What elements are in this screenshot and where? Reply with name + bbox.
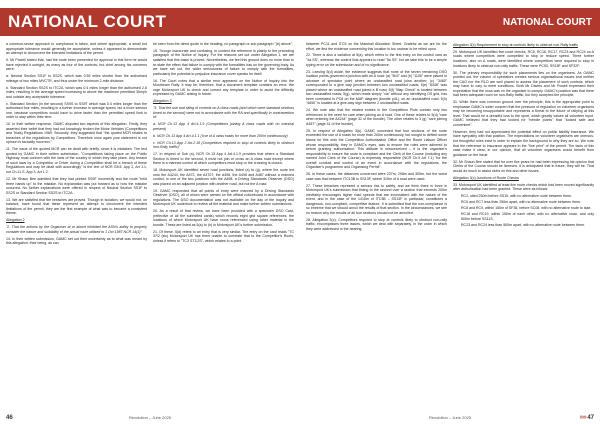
page-number: 46 — [6, 415, 13, 421]
continue-arrows-icon: ››››› — [579, 414, 586, 421]
allegation-item: a. NCR Ch.13 App 4 Art.4.1.9 (Competitions joining A class roads with no marshal present) — [153, 122, 294, 131]
paragraph: 13. We are satisfied that the breaches are proved. Though in isolation, we would not, on balance, have found that these represent an attempt to circumvent the intended limitations of the permit, they are the first example of what was to become a consistent theme. — [6, 197, 147, 216]
section-heading: Allegation 3 — [153, 99, 172, 104]
paragraph: 20. As a result of that review, we have been provided with a specimen DSO Card, (reflective of all the submitted cards) which records eight grid square references, the locations of which Motorsport UK have cross referenced using other material in the bundle. These are listed as 5(a) to (h) in Motorsport UK's further submission. — [153, 209, 294, 227]
list-item: • RC6 and RC7 less than 250m apart, with no alternative route between them. — [461, 200, 594, 205]
text-column — [306, 42, 447, 402]
footer-caption: Revolution – June 2025 — [428, 415, 472, 420]
allegation-item: c. NCR Ch.13 App 2 Art.2.18 (Competitors required to stop at controls likely to obstruct non-Rally traffic)" — [153, 140, 294, 150]
route-check-list — [453, 194, 594, 228]
allegation-item: b. NCR Ch.13 App 4 Art.4.1.1 (Use of A class roads for more than 200m continuously) — [153, 133, 288, 138]
paragraph: 17. In respect of Sub (a), NCR Ch.13 App 4 Art.4.1.9 provides that where a Standard Section is timed to the second, it must not join or cross an A class road except where there is a manned control at which competitors must stop or the crossing is closed. — [153, 152, 294, 166]
right-page — [300, 0, 600, 424]
text-column — [153, 42, 294, 402]
paragraph: between PC11 and ITC5 on the Marshall Allocation Sheet. Grateful as we are for the effort, we find the evidence concerning this location is too unclear to be relied upon. — [306, 42, 447, 51]
paragraph: 18. Motorsport UK identified seven road junctions, listed (a) to (g), where the route led onto the A4244, the A472, the A4707, the A496, the A498 and A487 without a manned control; in one of the two junctions with the A498, a Driving Standards Observer (DSO) was placed on an adjacent junction with another road, but not the A road. — [153, 168, 294, 186]
page-footer — [300, 410, 600, 424]
text-column — [453, 42, 594, 402]
paragraph: 10. In their written response, GAMC disputed two aspects of this allegation. Firstly, they asserted their belief that they had not knowingly broken the Motor Vehicles (Competitions and Trials) Regulations 1969. Secondly, they suggested that "the quoted MCR relates to breaches of the regulations by Competitors. Therefore once again your statement is our opinion is factually incorrect." — [6, 122, 147, 145]
paragraph: 32. Mr Shaun Bee stated that for over five years he had been expressing his opinion that Clerks of the Course should be licensed. It is anticipated that in future, they will be. That would do much to assist clubs on this and other issues. — [453, 159, 594, 173]
paragraph: 28. Allegation 3(c), Competitors required to stop at controls likely to obstruct non-rally traffic, encompasses three issues, which we deal with separately, in the order in which they were addressed in the hearing. — [306, 217, 447, 231]
list-item: • RC8 and RC9, within 150m of SF35, before SC08, with no alternative route to take. — [461, 206, 594, 211]
paragraph: b. Standard Section SS2S to ITC2A, which was 0.4 miles longer than the authorised 2.6 miles, resulting in the average speed increasing to above the maximum permitted 30mph and outside any acceptable tolerance. — [6, 85, 147, 99]
footer-caption: Revolution – June 2025 — [128, 415, 172, 420]
paragraph: 30. The primary responsibility for such placements lies on the organisers. As GAMC pointed out, the volume of spectators creates serious organisational issues and neither the CAO nor the RLO are well placed to assess the placement of such controls, which may have to vary to meet conditions. Both Mr Davies and Mr Powell expressed their expectation that the onus was on the organiser to comply. GAMC's position was that there had been adequate room for non-Rally traffic, but they accepted the principle. — [453, 70, 594, 98]
paragraph: 29. Motorsport UK identified five route checks, RC5, RC16, RC17, RC23 and RC24 on A roads where competitors were compelled to stop or reduce speed. Three further locations, also on A roads, were identified where competitors were required to stop in locations likely to obstruct non-rally traffic. These were PC53, SS15F and SF32F. — [453, 49, 594, 68]
paragraph: 23. Leaving 5(d) aside, the evidence suggests that none of the seven remaining DSO location points governed a junction with an A road: (a) "5b3" and (b) "1106" were placed in advance of spectator point where an unclassified road joins another; (c) "3480" corresponded to a give way junction between two unclassified roads; 5(e) "8348" was placed where an unclassified road joined a B road; 5(f) "Map Check" is located between two unclassified roads; 5(g), which reads simply "via" without any identifying OS grid, has been correlated to PC8 on the MAP diagram (bundle p41), on an unclassified road; 5(h) "4650" is located at a give-way sign between 2 unclassified roads. — [306, 69, 447, 106]
paragraph: be seen from the direct quote in the heading, no paragraph or sub paragraph "(b) above". — [153, 42, 293, 46]
section-heading: Allegation 2 — [6, 218, 25, 223]
text-column — [6, 42, 147, 402]
page-title: NATIONAL COURT — [0, 8, 300, 36]
paragraph: 12. Mr Shaun Bee admitted that they had printed SS9F incorrectly and the route "held three hands up" to the mistake. No explanation was put forward as to how the mistake occurred. No further explanations were offered in respect of Neutral Section SS1F to SS2S or Standard Section SS2S to ITC2A. — [6, 176, 147, 195]
list-item: • RC18 and RC19, within 150m of each other, with no alternative route, and only 500m before SS11S. — [461, 212, 594, 221]
paragraph: 31. While there was common ground over the principle, this is the appropriate point to emphasise GAMC's wider concern that the pressure of regulation on volunteer organisers may be becoming insupportable and represents a threat to the future of rallying at this level. That would be a dreadful loss to the sport, which greatly values all volunteer input. GAMC believed that they had looked for "needle points" that "looked safe and convenient". — [453, 100, 594, 127]
paragraph: 24. We note also that the related entries in the Competition Plots contain only two references to the need for care when joining an A road. One of these relates to 5(d) "care when entering the A4244" (page 32 of the bundle). The other relates to 3 (g) "care joining A487" (page 41 of the bundle). — [306, 108, 447, 126]
paragraph: 25. In respect of Allegation 3(b), GAMC conceded that four sections of the route exceeded the use of A roads for more than 200m continuously, but sought to deflect some blame for this onto the Competition Authorisation Office and the Route Liaison Officer whose responsibility, they in GAMC's eyes, was to ensure the rules were adhered to before granting authorisation. This attitude is misconceived – it is the organiser's responsibility to ensure the route is compliant and the Clerk of the Course (including any named Joint Clerk of the Course) is expressly responsible (NCR Ch.5 Art 7.1) "for the overall conduct and control of an event in accordance with the regulations, the Organiser's programme and Organising Permit". — [306, 128, 447, 170]
paragraph: 27. These breaches represent a serious risk to safety, and we think there is force in Motorsport UK's submission that timing to the second over a section that exceeds 200m inevitably encourages higher road speeds that are inconsistent with the nature of the event, and in the case of the 1415m of ITC3B – SS13F in particular, constitutes a dangerous, non-compliant, competitive feature. It is submitted that the non-compliance is so extreme that we should annul the results of that section. In the circumstances, we see no reason why the results of all four sections should not be annulled. — [306, 183, 447, 215]
paragraph: c. Standard Section (in the second) SS9S to SS9T which was 0.4 miles longer than the authorised four miles, resulting in a further increase in average speed, but a more serious one, because competitors would have to drive faster than the permitted speed limit in order to stay within their time. — [6, 101, 147, 120]
paragraph: 15. Though inaccurate and confusing, in context the reference is plainly to the preceding paragraph of the Notice of Inquiry. For the reasons set out under Allegation 1, we are satisfied that this basis is proved. Nevertheless, we feel this ground does no more than to re-state the effect that failure to comply with the formalities has on the governing body. As we have set out, the wider seriousness of failure to comply with the formalities, particularly the potential to prejudice insurance cover speaks for itself. — [153, 48, 294, 76]
list-item: • RC2, sited 250m before SS15, with no alternative route between them. — [461, 194, 594, 199]
paragraph: 11. The issue of the quoted MCR can be dealt with briefly, since it is mistaken. The text quoted by GAMC in their written submission, "Competitions taking place on the Public Highway must conform with the laws of the country in which they take place. Any breach of such laws by a Competitor or Driver during a Competition shall be a breach of these Regulations and may be dealt with accordingly" is the text of NCR G5.5. App 2, Art 1.1, not Ch.11.S, App 3, Art 1.2. — [6, 147, 147, 175]
allegation-quote: "3. That the use and siting of controls on A class roads (and which were standard sections timed to the second) were not in accordance with the RA and specifically in contravention of: — [153, 106, 294, 120]
section-heading: Allegation 3(c) Requirement to stop at controls likely to obstruct non-Rally traffic — [453, 43, 578, 47]
paragraph: 21. Of these, 5(d) refers to an entry that is very similar. The entry on the card reads "TC 37/2 (sic) Motorsport UK has been unable to correlate that to the Competitor's Roots, unless it refers to "TC3 ST3.2S", which relates to a point — [153, 229, 294, 243]
allegation-quote: "2. That the actions by the Organiser at or above inhibited the ASN's ability to properly consider the nature and suitability of the actual route utilised to 1 Oct 1987 NCR 14(1)" — [6, 225, 147, 234]
page-title: NATIONAL COURT — [300, 8, 600, 36]
paragraph: a. Neutral Section SS1F to SS2S, which was 0.55 miles shorter than the authorised mileage of two miles MVCTR, and thus under the minimum 2-mile distance. — [6, 74, 147, 83]
paragraph: 14. In their written submission, GAMC set out their uncertainty as to what was meant by this allegation, their being, as can — [6, 236, 147, 246]
paragraph: a common-sense approach to compliance is taken, and where appropriate, a small but appropriate tolerance would generally be acceptable, unless it appeared to demonstrate an attempt to circumvent the intended limitations of the permit. — [6, 42, 147, 56]
paragraph: 16. The Court notes that a similar error appeared on the Notice of Inquiry into the Moorbeam Rally. It may be, therefore, that a document template contains an error. We urge Motorsport UK to check and correct any template in order to avoid the difficulty expressed by GAMC arising in future. — [153, 78, 294, 97]
paragraph: 22. There is also a variation at 5(a), which refers to the first entry on the control card as "4a SS", whereas the control lists appears to read "5a SS" but we take this to be a simple typing error on the submission and of no significance. — [306, 53, 447, 67]
paragraph: 9. Mr Powell stated that, had the route been presented for approval in this form he would have rejected it outright, as many as four of the controls, but chief among his concerns were: — [6, 58, 147, 72]
page-number: 47 — [587, 415, 594, 421]
paragraph: 33. Motorsport UK identified at least five route checks which had been moved significantly after authorisation had been granted. These were as follows: — [453, 182, 594, 192]
paragraph: 26. In these cases, the distances concerned were 237m, 298m and 305m, but the worst case was that between ITC13B to SS13F, where 315m of A road were used. — [306, 172, 447, 181]
paragraph: However, they had not appreciated the potential effect on public liability insurance. We have sympathy with that position. The expectations on volunteer organisers are onerous, but thoughtful rules exist in order to explain the background to why they are so. We note that the reference to insurance appears in the "fine print" of the permit. The facts of this case make it clear, in our opinion, that all volunteer organisers would benefit from guidance on the issue. — [453, 129, 594, 157]
paragraph: 19. GAMC responded that all points of entry were manned by a Driving Standards Observer (DSO), all of whom were named on the official noticeboard in accordance with regulations. The DSO documentation was not available on the day of the Inquiry and Motorsport UK undertook to review all the material and make further written submissions. — [153, 188, 294, 207]
list-item: • RC23 and RC24 less than 500m apart, with no alternative route between them. — [461, 223, 594, 228]
page-footer — [0, 410, 300, 424]
section-heading: Allegation 3(c) Junctions of Route Checks — [453, 175, 519, 180]
